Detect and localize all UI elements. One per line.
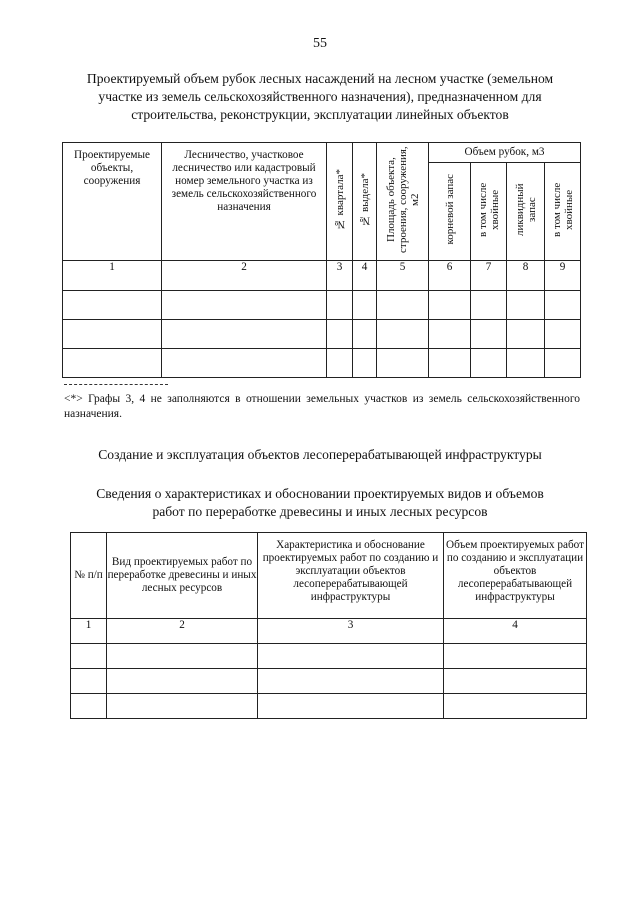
empty-cell xyxy=(71,644,107,669)
column-number: 6 xyxy=(429,261,471,291)
table-row xyxy=(71,644,587,669)
header-area-label: Площадь объекта, строения, сооружения, м2 xyxy=(384,146,421,253)
column-number: 3 xyxy=(327,261,353,291)
header-incl-conifer-1-label: в том числе хвойные xyxy=(476,182,501,237)
empty-cell xyxy=(327,349,353,378)
empty-cell xyxy=(444,669,587,694)
column-number-row xyxy=(71,619,587,644)
processing-works-table xyxy=(70,532,587,719)
header-liquid-stock xyxy=(507,163,545,261)
empty-cell xyxy=(327,291,353,320)
page-number: 55 xyxy=(313,36,327,51)
empty-cell xyxy=(63,320,162,349)
empty-cell xyxy=(107,644,258,669)
title-line: строительства, реконструкции, эксплуатации линейных объектов xyxy=(131,107,509,122)
header-objects: Проектируемые объекты, сооружения xyxy=(63,143,162,261)
header-kind: Вид проектируемых работ по переработке древесины и иных лесных ресурсов xyxy=(107,533,258,619)
header-incl-conifer-2 xyxy=(545,163,581,261)
empty-cell xyxy=(429,349,471,378)
header-quarter xyxy=(327,143,353,261)
empty-cell xyxy=(353,320,377,349)
empty-cell xyxy=(444,644,587,669)
column-number: 4 xyxy=(444,619,587,644)
empty-cell xyxy=(63,291,162,320)
column-number: 2 xyxy=(162,261,327,291)
empty-cell xyxy=(507,320,545,349)
empty-cell xyxy=(545,291,581,320)
title-line: Сведения о характеристиках и обосновании проектируемых видов и объемов xyxy=(96,486,544,501)
empty-cell xyxy=(162,349,327,378)
title-line: работ по переработке древесины и иных лесных ресурсов xyxy=(152,504,488,519)
table-row xyxy=(71,694,587,719)
empty-cell xyxy=(162,291,327,320)
empty-cell xyxy=(545,320,581,349)
column-number: 9 xyxy=(545,261,581,291)
column-number: 8 xyxy=(507,261,545,291)
empty-cell xyxy=(444,694,587,719)
header-allotment xyxy=(353,143,377,261)
header-incl-conifer-2-label: в том числе хвойные xyxy=(550,182,575,237)
empty-cell xyxy=(327,320,353,349)
empty-cell xyxy=(377,291,429,320)
column-number: 5 xyxy=(377,261,429,291)
column-number-row xyxy=(63,261,581,291)
empty-cell xyxy=(71,694,107,719)
empty-cell xyxy=(429,291,471,320)
table-row xyxy=(71,669,587,694)
empty-cell xyxy=(353,291,377,320)
column-number: 4 xyxy=(353,261,377,291)
header-liquid-stock-label: ликвидный запас xyxy=(513,183,538,236)
title-line: участке из земель сельскохозяйственного назначения), предназначенном для xyxy=(98,89,542,104)
empty-cell xyxy=(377,349,429,378)
empty-cell xyxy=(162,320,327,349)
empty-cell xyxy=(258,694,444,719)
header-incl-conifer-1 xyxy=(471,163,507,261)
column-number: 1 xyxy=(71,619,107,644)
empty-cell xyxy=(471,349,507,378)
header-area xyxy=(377,143,429,261)
empty-cell xyxy=(258,669,444,694)
header-characteristic: Характеристика и обоснование проектируемых работ по созданию и эксплуатации объектов лесоперерабатывающей инфраструктуры xyxy=(258,533,444,619)
column-number: 7 xyxy=(471,261,507,291)
table-row xyxy=(63,320,581,349)
empty-cell xyxy=(107,669,258,694)
empty-cell xyxy=(471,291,507,320)
empty-cell xyxy=(258,644,444,669)
header-root-stock-label: корневой запас xyxy=(443,174,456,245)
felling-volume-table xyxy=(62,142,581,378)
section-title-processing xyxy=(60,485,580,521)
header-num: № п/п xyxy=(71,533,107,619)
header-root-stock xyxy=(429,163,471,261)
section-title-infrastructure: Создание и эксплуатация объектов лесоперерабатывающей инфраструктуры xyxy=(98,447,542,462)
empty-cell xyxy=(71,669,107,694)
column-number: 1 xyxy=(63,261,162,291)
empty-cell xyxy=(545,349,581,378)
table-row xyxy=(63,349,581,378)
header-volume-group: Объем рубок, м3 xyxy=(429,143,581,163)
header-volume: Объем проектируемых работ по созданию и эксплуатации объектов лесоперерабатывающей инфраструктуры xyxy=(444,533,587,619)
empty-cell xyxy=(353,349,377,378)
column-number: 2 xyxy=(107,619,258,644)
empty-cell xyxy=(507,349,545,378)
empty-cell xyxy=(107,694,258,719)
section-title-felling-volume xyxy=(60,70,580,124)
empty-cell xyxy=(429,320,471,349)
footnote-divider xyxy=(64,384,168,385)
header-quarter-label: № квартала* xyxy=(333,168,346,231)
footnote: <*> Графы 3, 4 не заполняются в отношении земельных участков из земель сельскохозяйственного назначения. xyxy=(64,393,580,420)
header-forestry: Лесничество, участковое лесничество или кадастровый номер земельного участка из земель сельскохозяйственного назначения xyxy=(162,143,327,261)
empty-cell xyxy=(63,349,162,378)
table-row xyxy=(63,291,581,320)
empty-cell xyxy=(471,320,507,349)
column-number: 3 xyxy=(258,619,444,644)
header-allotment-label: № выдела* xyxy=(358,172,371,227)
title-line: Проектируемый объем рубок лесных насаждений на лесном участке (земельном xyxy=(86,71,554,86)
empty-cell xyxy=(507,291,545,320)
empty-cell xyxy=(377,320,429,349)
